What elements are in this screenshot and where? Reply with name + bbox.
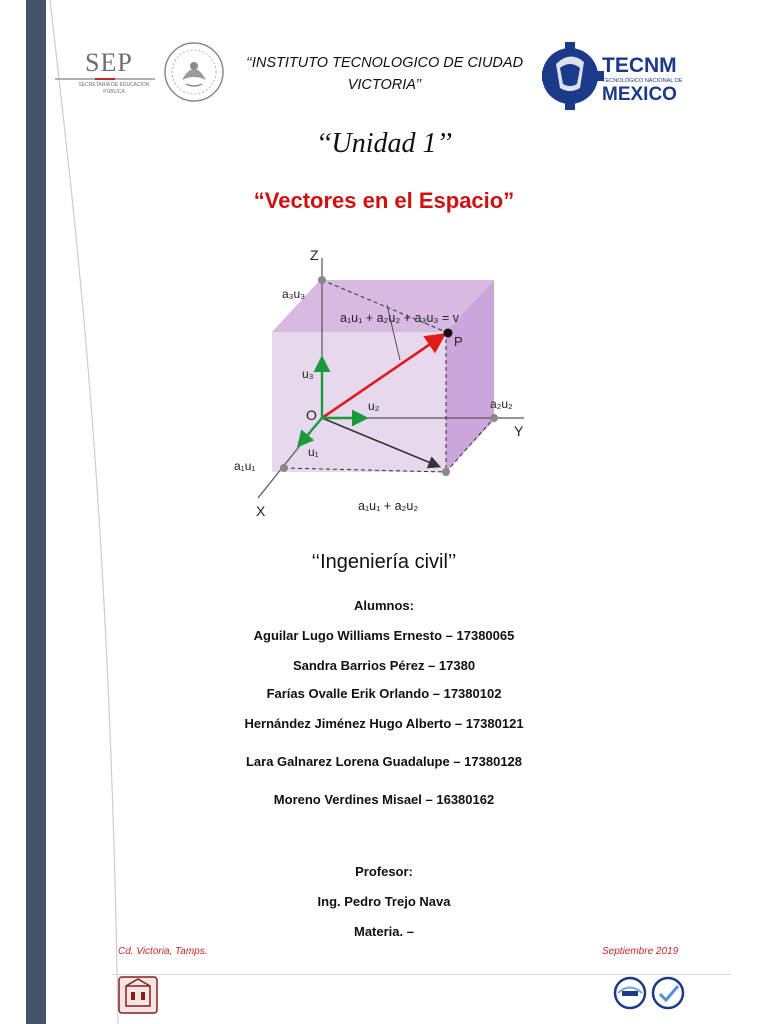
axis-z-label: Z bbox=[310, 247, 319, 263]
subject-heading: Materia. – bbox=[354, 924, 414, 939]
student-name: Hernández Jiménez Hugo Alberto – 17380121 bbox=[244, 716, 524, 731]
institute-name: ‘‘INSTITUTO TECNOLOGICO DE CIUDAD VICTORIA’’ bbox=[245, 55, 524, 93]
gear-icon bbox=[542, 42, 604, 110]
sep-logo bbox=[55, 48, 155, 98]
student-name: Moreno Verdines Misael – 16380162 bbox=[273, 792, 495, 807]
teacher-heading: Profesor: bbox=[355, 864, 413, 879]
mexico-seal-icon bbox=[162, 40, 226, 104]
student-name: Lara Galnarez Lorena Guadalupe – 17380128 bbox=[245, 754, 523, 769]
comp-z-label: a₃u₃ bbox=[282, 287, 306, 301]
footer-city: Cd. Victoria, Tamps. bbox=[118, 946, 208, 957]
vector-space-figure bbox=[232, 240, 532, 525]
cube-front-face bbox=[272, 332, 446, 472]
teacher-name: Ing. Pedro Trejo Nava bbox=[317, 894, 451, 909]
footer-date: Septiembre 2019 bbox=[602, 946, 679, 957]
unit-title: ‘‘Unidad 1’’ bbox=[315, 128, 453, 159]
axis-x-label: X bbox=[256, 503, 266, 519]
student-name: Farías Ovalle Erik Orlando – 17380102 bbox=[266, 686, 502, 701]
students-heading: Alumnos: bbox=[354, 598, 414, 613]
student-name: Sandra Barrios Pérez – 17380 bbox=[292, 658, 476, 673]
topic-title: “Vectores en el Espacio” bbox=[253, 188, 515, 213]
unit-y-label: u₂ bbox=[368, 399, 380, 413]
footer-divider bbox=[112, 974, 732, 975]
comp-x-label: a₁u₁ bbox=[234, 459, 256, 473]
sep-logo-text: SEP bbox=[85, 48, 133, 77]
tecnm-logo-country: MEXICO bbox=[602, 84, 677, 105]
tecnm-logo-subtitle: TECNOLÓGICO NACIONAL DE bbox=[602, 78, 683, 84]
institute-crest-icon bbox=[118, 976, 158, 1014]
tecnm-logo bbox=[542, 34, 687, 119]
point-p bbox=[444, 329, 453, 338]
unit-x-label: u₁ bbox=[308, 445, 319, 459]
origin-label: O bbox=[306, 407, 317, 423]
sum-plane-label: a₁u₁ + a₂u₂ bbox=[358, 499, 419, 513]
comp-y-label: a₂u₂ bbox=[490, 397, 513, 411]
career-title: ‘‘Ingeniería civil’’ bbox=[311, 551, 457, 573]
axis-y-label: Y bbox=[514, 423, 524, 439]
sep-logo-subtitle: SECRETARÍA DE EDUCACIÓN PÚBLICA bbox=[78, 82, 150, 95]
sum-full-label: a₁u₁ + a₂u₂ + a₃u₃ = v bbox=[340, 311, 460, 325]
student-name: Aguilar Lugo Williams Ernesto – 17380065 bbox=[253, 628, 515, 643]
tecnm-logo-title: TECNM bbox=[602, 54, 677, 77]
certification-badges-icon bbox=[612, 976, 694, 1010]
unit-z-label: u₃ bbox=[302, 367, 314, 381]
point-p-label: P bbox=[454, 334, 463, 349]
